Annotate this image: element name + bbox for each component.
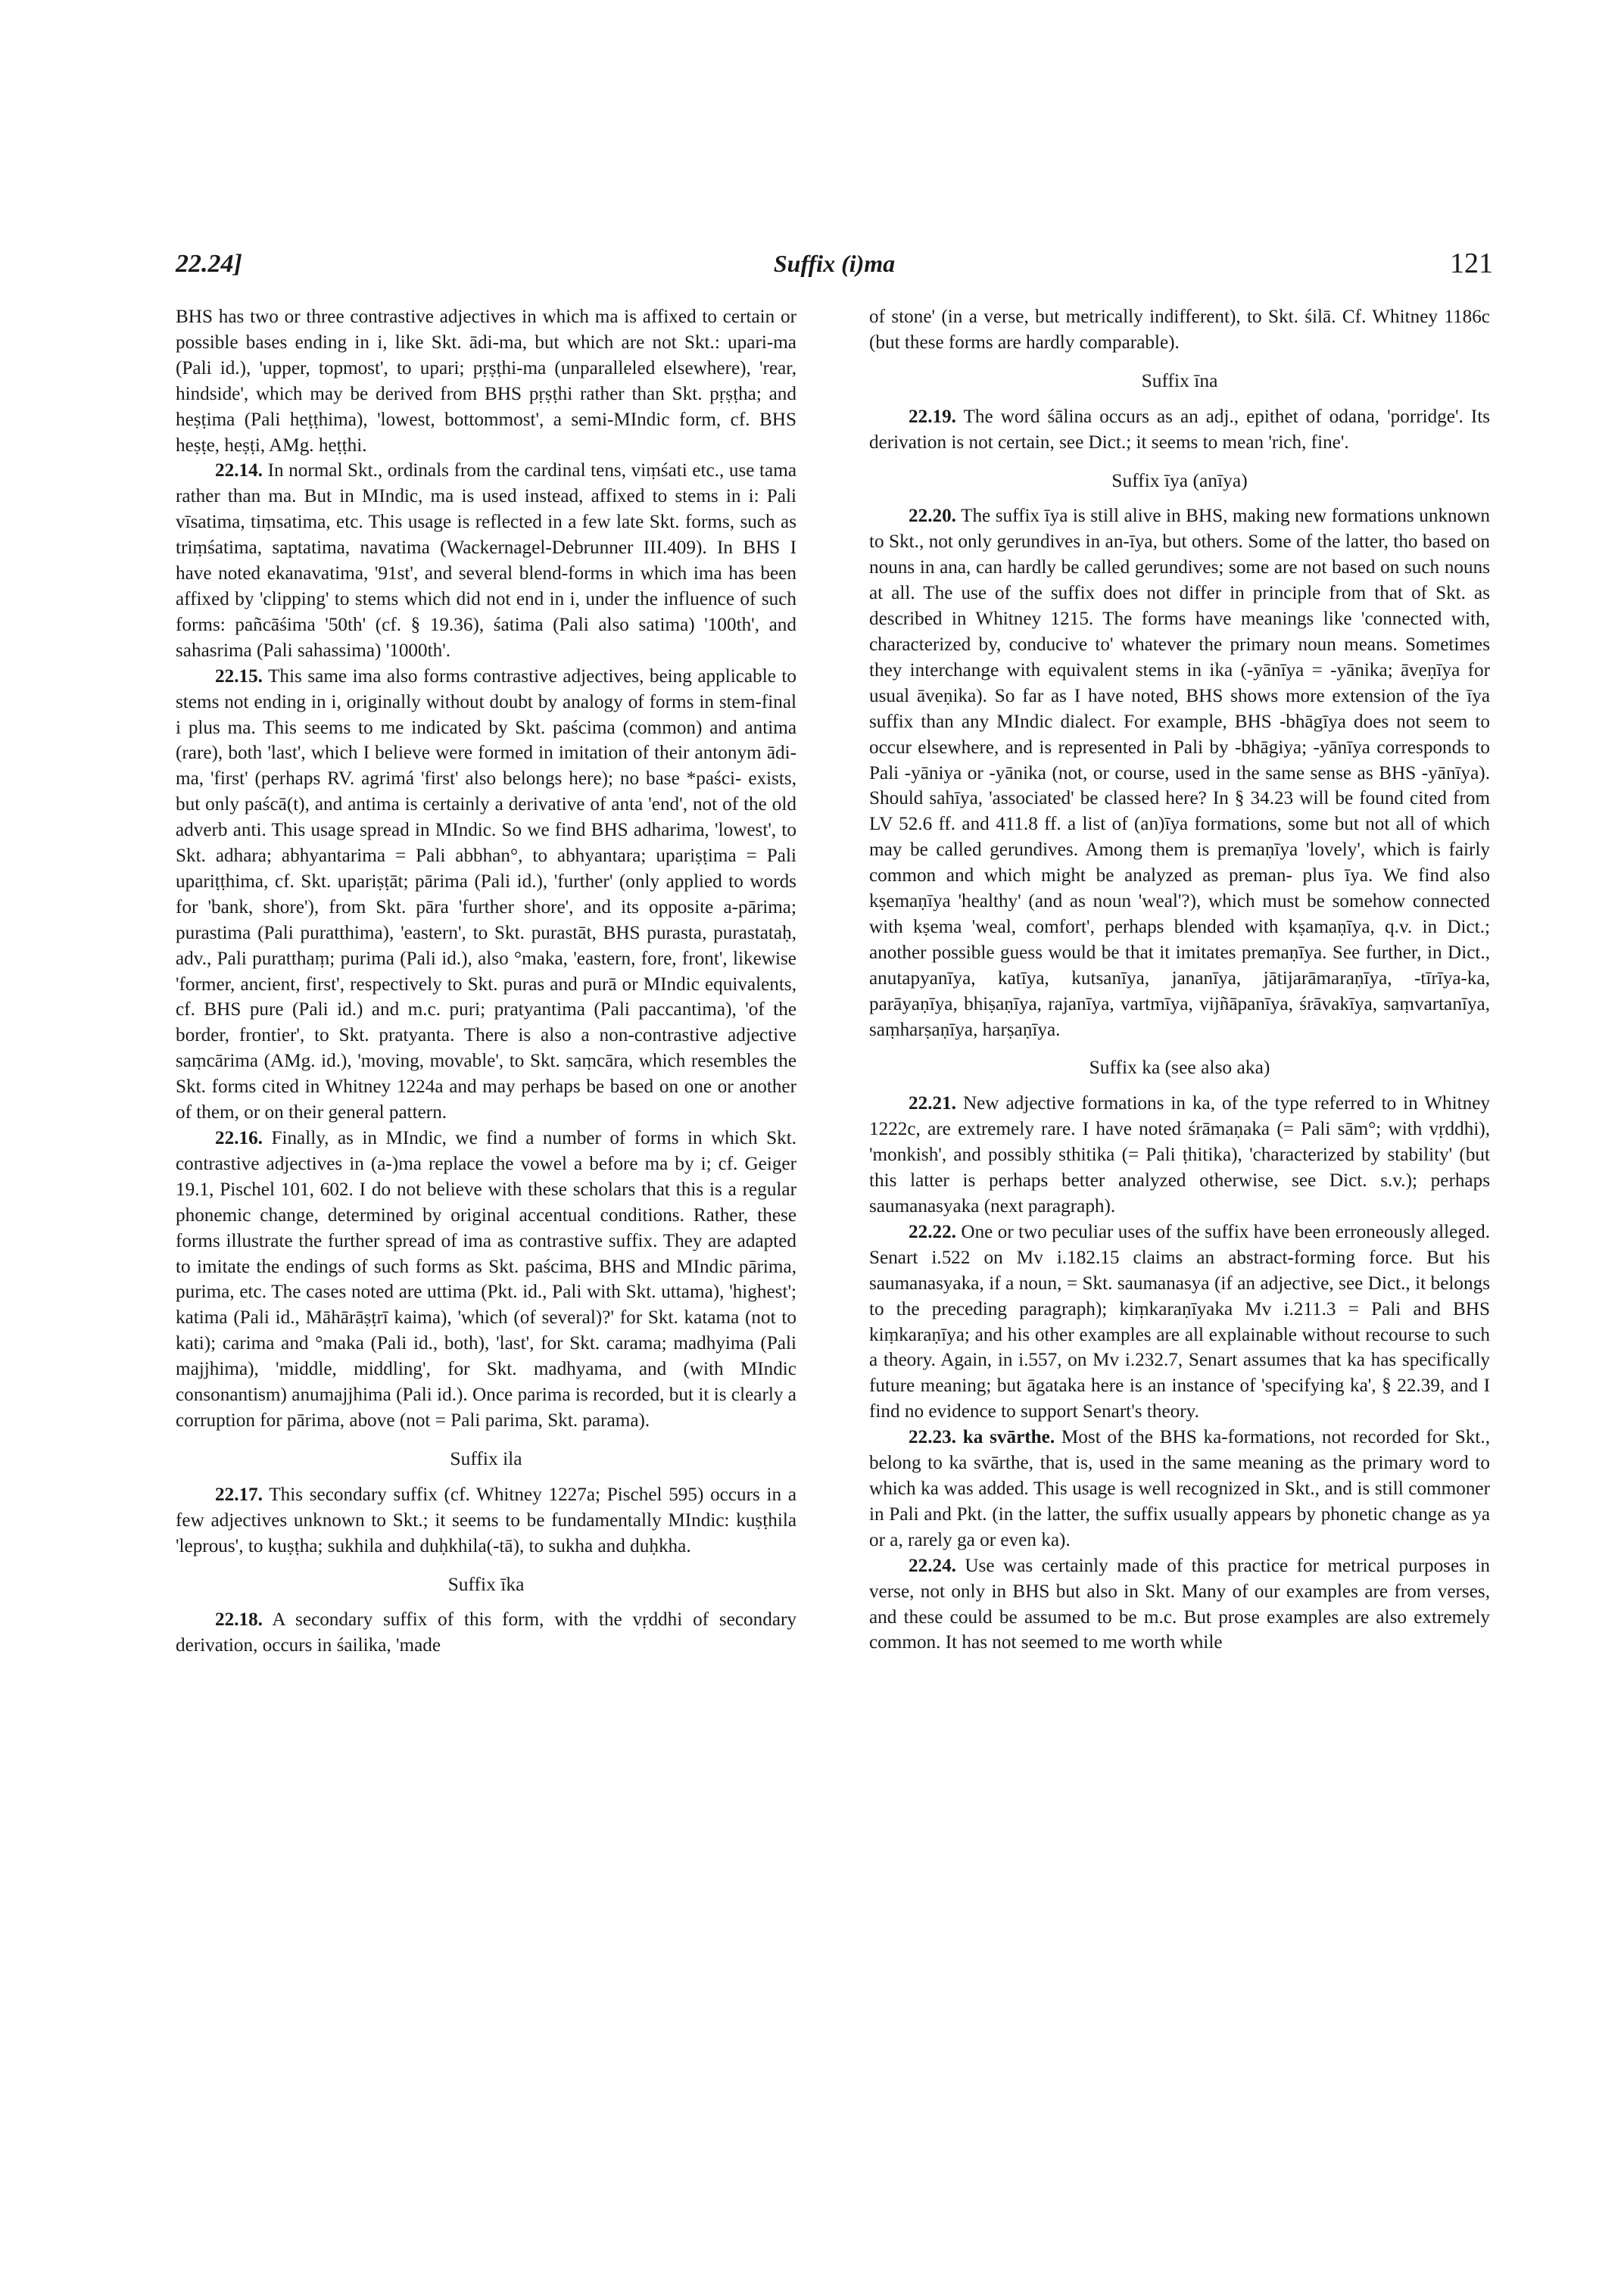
paragraph-22-16 (176, 1126, 796, 1434)
heading-suffix-ka: Suffix ka (see also aka) (1089, 1056, 1270, 1079)
section-number: 22.19. (909, 406, 956, 427)
section-number: 22.20. (909, 506, 956, 527)
right-column (869, 304, 1490, 1656)
continuation-paragraph: of stone' (in a verse, but metrically indifferent), to Skt. śilā. Cf. Whitney 1186c (but these forms are hardly comparable). (869, 307, 1490, 353)
page-number: 121 (1450, 248, 1493, 279)
paragraph-22-24 (869, 1553, 1490, 1656)
section-reference: 22.24] (176, 250, 242, 278)
paragraph-22-14 (176, 458, 796, 663)
section-number: 22.15. (215, 665, 263, 687)
paragraph-text: One or two peculiar uses of the suffix have been erroneously alleged. Senart i.522 on Mv i.182.15 claims an abstract-forming force. But his saumanasyaka, if a noun, = Skt. saumanasya (if an adjective, see Dict., it belongs to the preceding paragraph); kiṃkaraṇīyaka Mv i.211.3 = Pali and BHS kiṃkaraṇīya; and his other examples are all explainable without recourse to such a theory. Again, in i.557, on Mv i.232.7, Senart assumes that ka has specifically future meaning; but āgataka here is an instance of 'specifying ka', § 22.39, and I find no evidence to support Senart's theory. (869, 1221, 1491, 1422)
paragraph-text: Most of the BHS ka-formations, not recorded for Skt., belong to ka svārthe, that is, used in the same meaning as the primary word to which ka was added. This usage is well recognized in Skt., and is still commoner in Pali and Pkt. (in the latter, the suffix usually appears by phonetic change as ya or a, rarely ga or even ka). (869, 1427, 1490, 1550)
paragraph-text: The word śālina occurs as an adj., epithet of odana, 'porridge'. Its derivation is not certain, see Dict.; it seems to mean 'rich, fine'. (869, 406, 1490, 453)
paragraph-22-22 (869, 1220, 1490, 1425)
paragraph-22-21 (869, 1091, 1490, 1220)
section-number: 22.17. (215, 1484, 263, 1505)
heading-suffix-ila: Suffix ila (450, 1447, 522, 1469)
section-number: 22.16. (215, 1128, 263, 1148)
section-number: 22.22. (909, 1221, 956, 1242)
paragraph-22-17 (176, 1482, 796, 1559)
running-header (176, 250, 1493, 288)
heading-suffix-ina: Suffix īna (1141, 369, 1218, 391)
running-title: Suffix (i)ma (773, 250, 896, 277)
paragraph-22-19 (869, 404, 1490, 456)
paragraph-text: Finally, as in MIndic, we find a number of forms in which Skt. contrastive adjectives in (a-)ma replace the vowel a before ma by i; cf. Geiger 19.1, Pischel 101, 602. I do not believe with these scholars that this is a regular phonemic change, determined by original accentual conditions. Rather, these forms illustrate the further spread of ima as contrastive suffix. They are adapted to imitate the endings of such forms as Skt. paścima, BHS and MIndic pārima, purima, etc. The cases noted are uttima (Pkt. id., Pali with Skt. uttama), 'highest'; katima (Pali id., Māhārāṣṭrī kaima), 'which (of several)?' for Skt. katama (not to kati); carima and °maka (Pali id., both), 'last', for Skt. carama; madhyima (Pali majjhima), 'middle, middling', for Skt. madhyama, and (with MIndic consonantism) anumajjhima (Pali id.). Once parima is recorded, but it is clearly a corruption for pārima, above (not = Pali parima, Skt. parama). (176, 1128, 797, 1431)
paragraph-text: The suffix īya is still alive in BHS, making new formations unknown to Skt., not only gerundives in an-īya, but others. Some of the latter, tho based on nouns in ana, can hardly be called gerundives; some are not based on such nouns at all. The use of the suffix does not differ in principle from that of Skt. as described in Whitney 1215. The forms have meanings like 'connected with, characterized by, conducive to' whatever the primary noun means. Sometimes they interchange with equivalent stems in ika (-yānīya = -yānika; āveṇīya for usual āveṇika). So far as I have noted, BHS shows more extension of the īya suffix than any MIndic dialect. For example, BHS -bhāgīya does not seem to occur elsewhere, and is represented in Pali by -bhāgiya; -yānīya corresponds to Pali -yāniya or -yānika (not, or course, used in the same sense as BHS -yānīya). Should sahīya, 'associated' be classed here? In § 34.23 will be found cited from LV 52.6 ff. and 411.8 ff. a list of (an)īya formations, some but not all of which may be called gerundives. Among them is premaṇīya 'lovely', which is fairly common and which might be analyzed as preman- plus īya. We find also kṣemaṇīya 'healthy' (and as noun 'weal'?), which must be somehow connected with kṣema 'weal, comfort', perhaps blended with kṣamaṇīya, q.v. in Dict.; another possible guess would be that it imitates premaṇīya. See further, in Dict., anutapyanīya, katīya, kutsanīya, jananīya, jātijarāmaraṇīya, -tīrīya-ka, parāyaṇīya, bhiṣaṇīya, rajanīya, vartmīya, vijñāpanīya, śrāvakīya, saṃvartanīya, saṃharṣaṇīya, harṣaṇīya. (869, 506, 1491, 1040)
paragraph-22-15 (176, 664, 796, 1126)
section-number: 22.14. (215, 460, 263, 481)
heading-suffix-ika: Suffix īka (447, 1572, 525, 1595)
paragraph-22-18 (176, 1607, 796, 1659)
paragraph-text: New adjective formations in ka, of the type referred to in Whitney 1222c, are extremely rare. I have noted śrāmaṇaka (= Pali sām°; with vṛddhi), 'monkish', and possibly sthitika (= Pali ṭhitika), 'characterized by stability' (but this latter is perhaps better analyzed otherwise, see Dict. s.v.); perhaps saumanasyaka (next paragraph). (869, 1093, 1490, 1217)
section-number: 22.18. (215, 1609, 263, 1631)
paragraph-text: A secondary suffix of this form, with the vṛddhi of secondary derivation, occurs in śailika, 'made (176, 1609, 796, 1656)
paragraph-text: This same ima also forms contrastive adjectives, being applicable to stems not ending in i, originally without doubt by analogy of forms in stem-final i plus ma. This seems to me indicated by Skt. paścima (common) and antima (rare), both 'last', which I believe were formed in imitation of their antonym ādi-ma, 'first' (perhaps RV. agrimá 'first' also belongs here); no base *paści- exists, but only paścā(t), and antima is certainly a derivative of anta 'end', not of the old adverb anti. This usage spread in MIndic. So we find BHS adharima, 'lowest', to Skt. adhara; abhyantarima = Pali abbhan°, to abhyantara; upariṣṭima = Pali upariṭṭhima, cf. Skt. upariṣṭāt; pārima (Pali id.), 'further' (only applied to words for 'bank, shore'), from Skt. pāra 'further shore', and its opposite a-pārima; purastima (Pali puratthima), 'eastern', to Skt. purastāt, BHS purasta, purastataḥ, adv., Pali puratthaṃ; purima (Pali id.), also °maka, 'eastern, fore, front', likewise 'former, ancient, first', respectively to Skt. puras and purā or MIndic equivalents, cf. BHS pure (Pali id.) and m.c. puri; pratyantima (Pali paccantima), 'of the border, frontier', to Skt. pratyanta. There is also a non-contrastive adjective saṃcārima (AMg. id.), 'moving, movable', to Skt. saṃcāra, which resembles the Skt. forms cited in Whitney 1224a and may perhaps be based on one or another of them, or on their general pattern. (176, 665, 796, 1123)
paragraph-text: In normal Skt., ordinals from the cardinal tens, viṃśati etc., use tama rather than ma. But in MIndic, ma is used instead, affixed to stems in i: Pali vīsatima, tiṃsatima, etc. This usage is reflected in a few late Skt. forms, such as triṃśatima, saptatima, navatima (Wackernagel-Debrunner III.409). In BHS I have noted ekanavatima, '91st', and several blend-forms in which ima has been affixed by 'clipping' to stems which did not end in i, under the influence of such forms: pañcāśima '50th' (cf. § 19.36), śatima (Pali also satima) '100th', and sahasrima (Pali sahassima) '1000th'. (176, 460, 797, 661)
section-number: 22.24. (909, 1555, 956, 1576)
paragraph-text: This secondary suffix (cf. Whitney 1227a; Pischel 595) occurs in a few adjectives unknown to Skt.; it seems to be fundamentally MIndic: kuṣṭhila 'leprous', to kuṣṭha; sukhila and duḥkhila(-tā), to sukha and duḥkha. (176, 1484, 797, 1556)
paragraph-22-20 (869, 503, 1490, 1042)
left-column (176, 304, 796, 1659)
heading-suffix-iya: Suffix īya (anīya) (1111, 469, 1248, 491)
section-number: 22.23. ka svārthe. (909, 1427, 1055, 1448)
intro-paragraph: BHS has two or three contrastive adjectives in which ma is affixed to certain or possible bases ending in i, like Skt. ādi-ma, but which are not Skt.: upari-ma (Pali id.), 'upper, topmost', to upari; pṛṣṭhi-ma (unparalleled elsewhere), 'rear, hindside', which may be derived from BHS pṛṣṭhi rather than Skt. pṛṣṭha; and heṣṭima (Pali heṭṭhima), 'lowest, bottommost', a semi-MIndic form, cf. BHS heṣṭe, heṣṭi, AMg. heṭṭhi. (176, 307, 796, 456)
paragraph-22-23 (869, 1425, 1490, 1553)
paragraph-text: Use was certainly made of this practice for metrical purposes in verse, not only in BHS but also in Skt. Many of our examples are from verses, and these could be assumed to be m.c. But prose examples are also extremely common. It has not seemed to me worth while (869, 1555, 1490, 1653)
section-number: 22.21. (909, 1093, 956, 1114)
